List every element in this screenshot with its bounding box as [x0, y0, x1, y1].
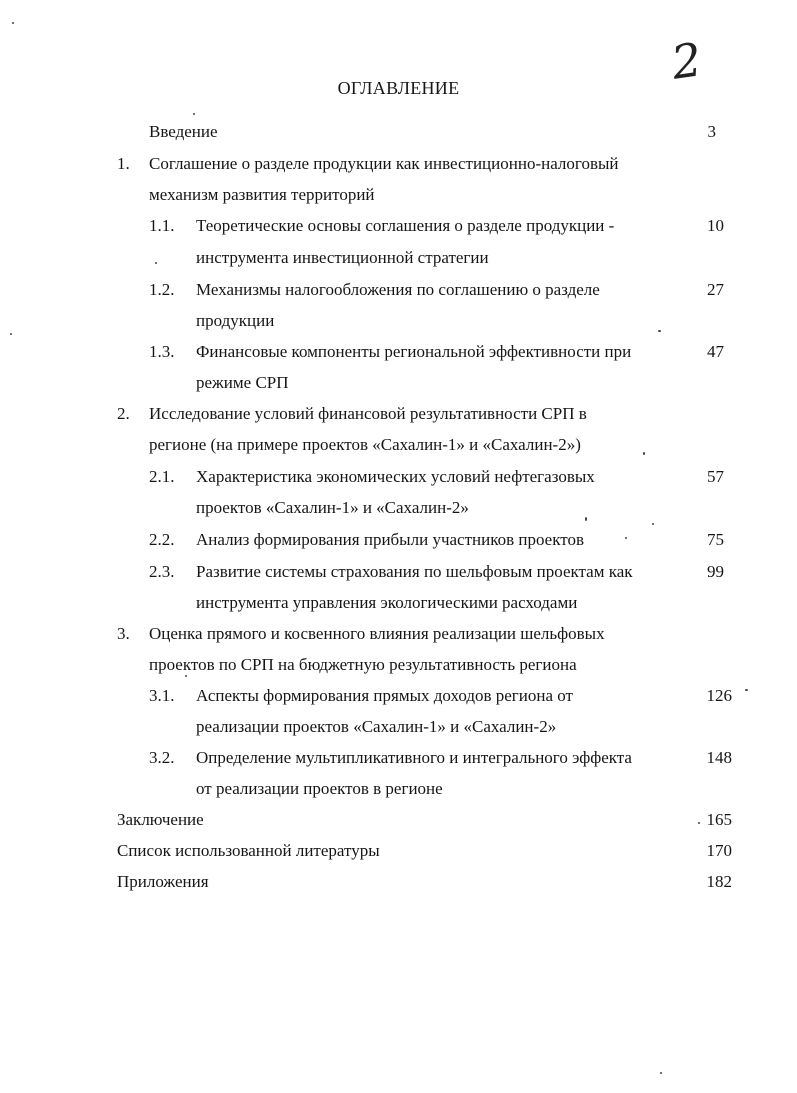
chapter-number: 1. — [117, 154, 130, 173]
section-title-line: Аспекты формирования прямых доходов региона от — [196, 686, 573, 705]
section-title-line: Анализ формирования прибыли участников проектов — [196, 530, 584, 549]
scan-speck — [698, 822, 700, 824]
chapter-number: 3. — [117, 624, 130, 643]
scan-speck — [585, 517, 587, 521]
scan-speck — [658, 330, 661, 332]
toc-endmatter-page: 170 — [706, 841, 732, 860]
section-page: 10 — [707, 216, 724, 235]
scan-speck — [660, 1072, 662, 1074]
scan-speck — [12, 22, 14, 24]
toc-endmatter-label: Заключение — [117, 810, 204, 829]
chapter-title-line: Соглашение о разделе продукции как инвестиционно-налоговый — [149, 154, 619, 173]
scan-speck — [745, 689, 748, 691]
section-title-line: реализации проектов «Сахалин-1» и «Сахалин-2» — [196, 717, 557, 736]
scan-speck — [643, 452, 645, 455]
chapter-title-line: проектов по СРП на бюджетную результативность региона — [149, 655, 577, 674]
section-title-line: Финансовые компоненты региональной эффективности при — [196, 342, 632, 361]
section-title-line: от реализации проектов в регионе — [196, 779, 443, 798]
section-number: 2.2. — [149, 530, 175, 549]
chapter-title-line: Исследование условий финансовой результативности СРП в — [149, 404, 587, 423]
toc-endmatter-label: Список использованной литературы — [117, 841, 380, 860]
section-page: 57 — [707, 467, 724, 486]
section-title-line: проектов «Сахалин-1» и «Сахалин-2» — [196, 498, 469, 517]
section-title-line: Механизмы налогообложения по соглашению о разделе — [196, 280, 600, 299]
section-page: 126 — [706, 686, 732, 705]
section-page: 75 — [707, 530, 724, 549]
section-title-line: Определение мультипликативного и интегрального эффекта — [196, 748, 632, 767]
toc-intro-page: 3 — [707, 122, 716, 141]
section-title-line: инструмента инвестиционной стратегии — [196, 248, 489, 267]
scan-speck — [625, 537, 627, 539]
toc-title: ОГЛАВЛЕНИЕ — [337, 78, 460, 98]
section-number: 2.1. — [149, 467, 175, 486]
section-page: 27 — [707, 280, 724, 299]
section-number: 3.2. — [149, 748, 175, 767]
scan-speck — [193, 113, 195, 115]
toc-endmatter-page: 165 — [706, 810, 732, 829]
section-title-line: режиме СРП — [196, 373, 289, 392]
section-page: 47 — [707, 342, 724, 361]
chapter-title-line: Оценка прямого и косвенного влияния реализации шельфовых — [149, 624, 605, 643]
toc-endmatter-page: 182 — [706, 872, 732, 891]
section-title-line: Развитие системы страхования по шельфовым проектам как — [196, 562, 633, 581]
scan-speck — [185, 675, 187, 677]
section-title-line: Характеристика экономических условий нефтегазовых — [196, 467, 595, 486]
section-number: 3.1. — [149, 686, 175, 705]
chapter-title-line: механизм развития территорий — [149, 185, 375, 204]
toc-endmatter-label: Приложения — [117, 872, 209, 891]
section-page: 99 — [707, 562, 724, 581]
scan-speck — [10, 333, 12, 335]
section-number: 1.2. — [149, 280, 175, 299]
chapter-number: 2. — [117, 404, 130, 423]
section-title-line: Теоретические основы соглашения о разделе продукции - — [196, 216, 615, 235]
section-title-line: продукции — [196, 311, 275, 330]
chapter-title-line: регионе (на примере проектов «Сахалин-1» и «Сахалин-2») — [149, 435, 581, 454]
scan-speck — [155, 262, 157, 264]
section-page: 148 — [706, 748, 732, 767]
toc-intro-label: Введение — [149, 122, 218, 141]
section-number: 2.3. — [149, 562, 175, 581]
scan-speck — [652, 523, 654, 525]
section-title-line: инструмента управления экологическими расходами — [196, 593, 578, 612]
handwritten-page-number: 2 — [668, 32, 705, 90]
section-number: 1.3. — [149, 342, 175, 361]
section-number: 1.1. — [149, 216, 175, 235]
